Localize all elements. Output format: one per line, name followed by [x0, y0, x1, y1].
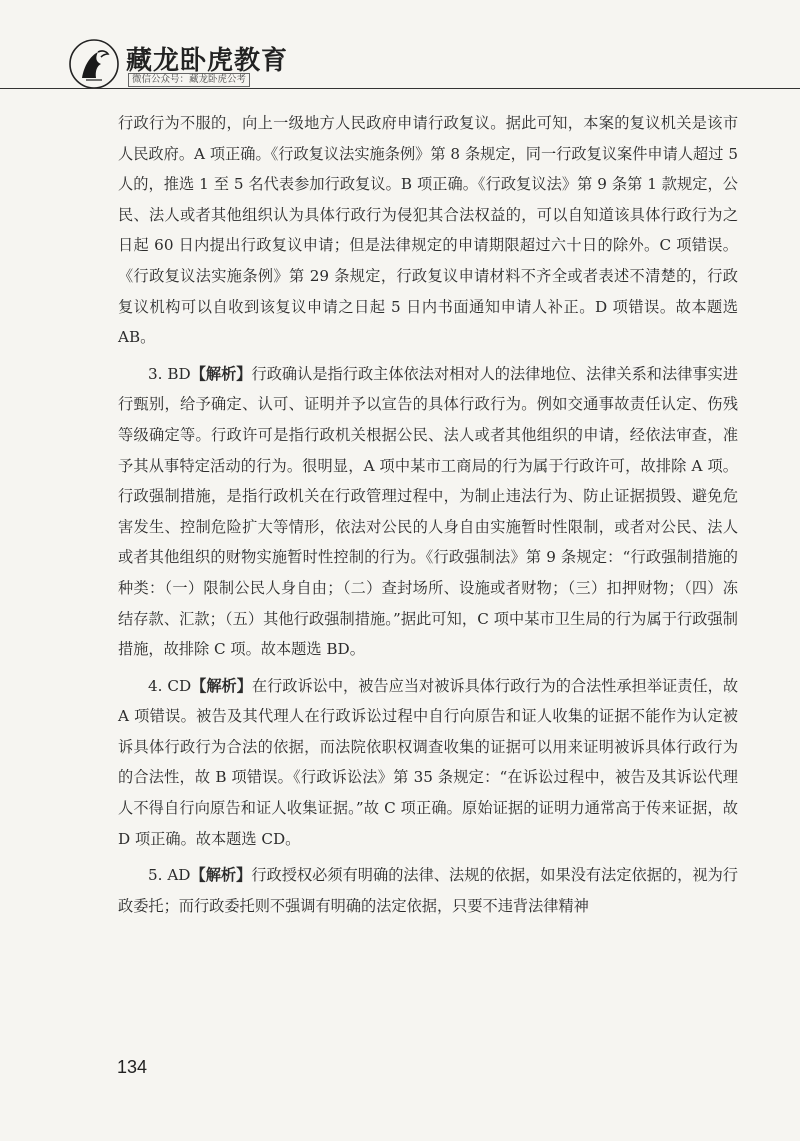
analysis-tag: 【解析】 — [190, 364, 252, 383]
paragraph-continuation — [118, 108, 738, 353]
analysis-tag: 【解析】 — [191, 676, 252, 695]
header-divider — [0, 88, 800, 89]
page-header — [0, 0, 800, 88]
answer-item-5 — [118, 860, 738, 921]
answer-number: 3. BD — [148, 364, 191, 383]
answer-item-3 — [118, 359, 738, 665]
brand-name: 藏龙卧虎教育 — [126, 46, 289, 76]
brand-tagline: 微信公众号：藏龙卧虎公考 — [128, 73, 250, 87]
dragon-logo-icon — [68, 38, 120, 90]
answer-number: 5. AD — [148, 866, 191, 885]
answer-text: 在行政诉讼中，被告应当对被诉具体行政行为的合法性承担举证责任，故 A 项错误。被告及其代理人在行政诉讼过程中自行向原告和证人收集的证据不能作为认定被诉具体行政行为合法的依据，而法院依职权调查收集的证据可以用来证明被诉具体行政行为的合法性，故 B 项错误。《行政诉讼法》第 35 条规定：“在诉讼过程中，被告及其诉讼代理人不得自行向原告和证人收集证据。”故 C 项正确。原始证据的证明力通常高于传来证据，故 D 项正确。故本题选 CD。 — [118, 676, 739, 848]
answer-item-4 — [118, 671, 738, 855]
page-body — [118, 108, 738, 921]
answer-number: 4. CD — [148, 676, 192, 695]
page-number: 134 — [117, 1057, 148, 1077]
paragraph-text: 行政行为不服的，向上一级地方人民政府申请行政复议。据此可知，本案的复议机关是该市人民政府。A 项正确。《行政复议法实施条例》第 8 条规定，同一行政复议案件申请人超过 5 人的，推选 1 至 5 名代表参加行政复议。B 项正确。《行政复议法》第 9 条第 1 款规定，公民、法人或者其他组织认为具体行政行为侵犯其合法权益的，可以自知道该具体行政行为之日起 60 日内提出行政复议申请；但是法律规定的申请期限超过六十日的除外。C 项错误。《行政复议法实施条例》第 29 条规定，行政复议申请材料不齐全或者表述不清楚的，行政复议机构可以自收到该复议申请之日起 5 日内书面通知申请人补正。D 项错误。故本题选 AB。 — [118, 114, 738, 347]
answer-text: 行政授权必须有明确的法律、法规的依据，如果没有法定依据的，视为行政委托；而行政委托则不强调有明确的法定依据，只要不违背法律精神 — [118, 866, 738, 915]
answer-text: 行政确认是指行政主体依法对相对人的法律地位、法律关系和法律事实进行甄别，给予确定、认可、证明并予以宣告的具体行政行为。例如交通事故责任认定、伤残等级确定等。行政许可是指行政机关根据公民、法人或者其他组织的申请，经依法审查，准予其从事特定活动的行为。很明显，A 项中某市工商局的行为属于行政许可，故排除 A 项。行政强制措施，是指行政机关在行政管理过程中，为制止违法行为、防止证据损毁、避免危害发生、控制危险扩大等情形，依法对公民的人身自由实施暂时性限制，或者对公民、法人或者其他组织的财物实施暂时性控制的行为。《行政强制法》第 9 条规定：“行政强制措施的种类：（一）限制公民人身自由；（二）查封场所、设施或者财物；（三）扣押财物；（四）冻结存款、汇款；（五）其他行政强制措施。”据此可知，C 项中某市卫生局的行为属于行政强制措施，故排除 C 项。故本题选 BD。 — [118, 364, 739, 659]
analysis-tag: 【解析】 — [190, 866, 252, 885]
